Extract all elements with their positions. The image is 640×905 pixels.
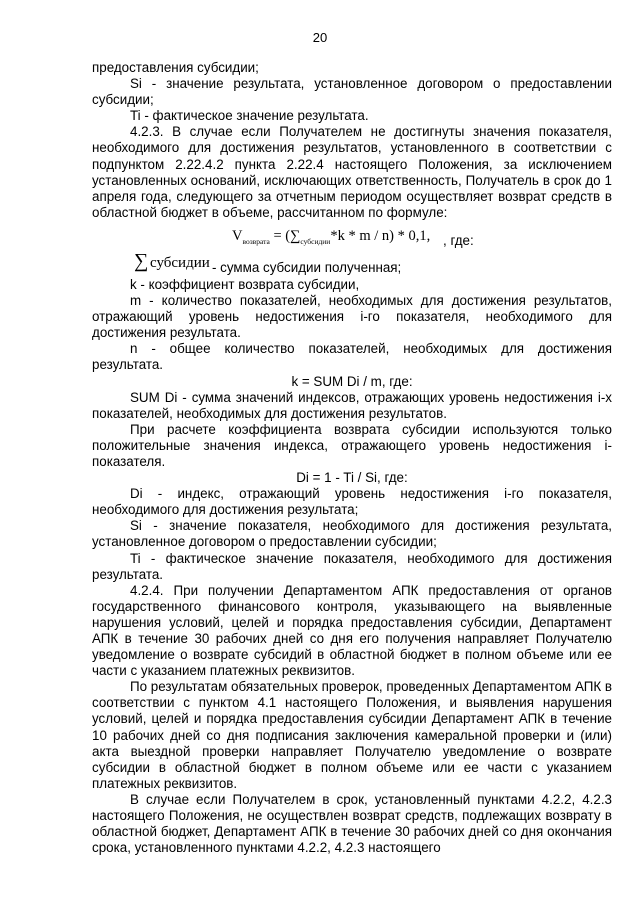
paragraph: Ti - фактическое значение показателя, необходимого для достижения результата.	[92, 550, 612, 582]
formula-expression: $V_{возврата} = (\sum_{субсидии}*k * m / n) * 0,1$,	[232, 227, 431, 246]
formula-tail: , где:	[443, 232, 474, 248]
sum-symbol: ∑	[134, 249, 149, 272]
paragraph: Di - индекс, отражающий уровень недостижения i-го показателя, необходимого для достижения результата;	[92, 486, 612, 518]
paragraph: 4.2.3. В случае если Получателем не достигнуты значения показателя, необходимого для достижения результатов, установленного в соответствии с подпунктом 2.22.4.2 пункта 2.22.4 настоящего Положения, за исключением установленных оснований, исключающих ответственность, Получатель в срок до 1 апреля года, следующего за отчетным периодом осуществляет возврат средств в областной бюджет в объеме, рассчитанном по формуле:	[92, 124, 612, 220]
paragraph: По результатам обязательных проверок, проведенных Департаментом АПК в соответствии с пунктом 4.1 настоящего Положения, и выявления нарушения условий, целей и порядка предоставления субсидии Департамент АПК в течение 10 рабочих дней со дня подписания заключения камеральной проверки и (или) акта выездной проверки направляет Получателю уведомление о возврате субсидии в областной бюджет в полном объеме или ее части с указанием платежных реквизитов.	[92, 679, 612, 791]
refund-formula	[92, 221, 612, 253]
sum-definition	[92, 249, 612, 277]
document-body	[92, 60, 612, 856]
paragraph: n - общее количество показателей, необходимых для достижения результата.	[92, 341, 612, 373]
paragraph: Si - значение показателя, необходимого для достижения результата, установленное договором о предоставлении субсидии;	[92, 518, 612, 550]
paragraph: предоставления субсидии;	[92, 60, 259, 75]
paragraph: В случае если Получателем в срок, установленный пунктами 4.2.2, 4.2.3 настоящего Положения, не осуществлен возврат средств, подлежащих возврату в областной бюджет, Департамент АПК в течение 30 рабочих дней со дня окончания срока, установленного пунктами 4.2.2, 4.2.3 настоящего	[92, 791, 612, 856]
sum-definition-text: - сумма субсидии полученная;	[212, 259, 402, 275]
paragraph: Si - значение результата, установленное договором о предоставлении субсидии;	[92, 76, 612, 108]
paragraph: k - коэффициент возврата субсидии,	[130, 276, 360, 292]
formula-line: Di = 1 - Ti / Si, где:	[296, 470, 408, 486]
paragraph: m - количество показателей, необходимых для достижения результатов, отражающий уровень недостижения i-го показателя, необходимого для достижения результата.	[92, 293, 612, 341]
paragraph: 4.2.4. При получении Департаментом АПК предоставления от органов государственного финансового контроля, указывающего на выявленные нарушения условий, целей и порядка предоставления субсидии, Департамент АПК в течение 30 рабочих дней со дня его получения направляет Получателю уведомление о возврате субсидий в областной бюджет в полном объеме или ее части с указанием платежных реквизитов.	[92, 582, 612, 679]
formula-line: k = SUM Di / m, где:	[291, 373, 413, 389]
paragraph: SUM Di - сумма значений индексов, отражающих уровень недостижения i-х показателей, необходимых для достижения результатов.	[92, 389, 612, 421]
paragraph: При расчете коэффициента возврата субсидии используются только положительные значения индекса, отражающего уровень недостижения i-показателя.	[92, 421, 612, 469]
page-number: 20	[312, 30, 328, 45]
sum-subscript-word: субсидии	[150, 254, 210, 271]
paragraph: Ti - фактическое значение результата.	[130, 108, 369, 124]
